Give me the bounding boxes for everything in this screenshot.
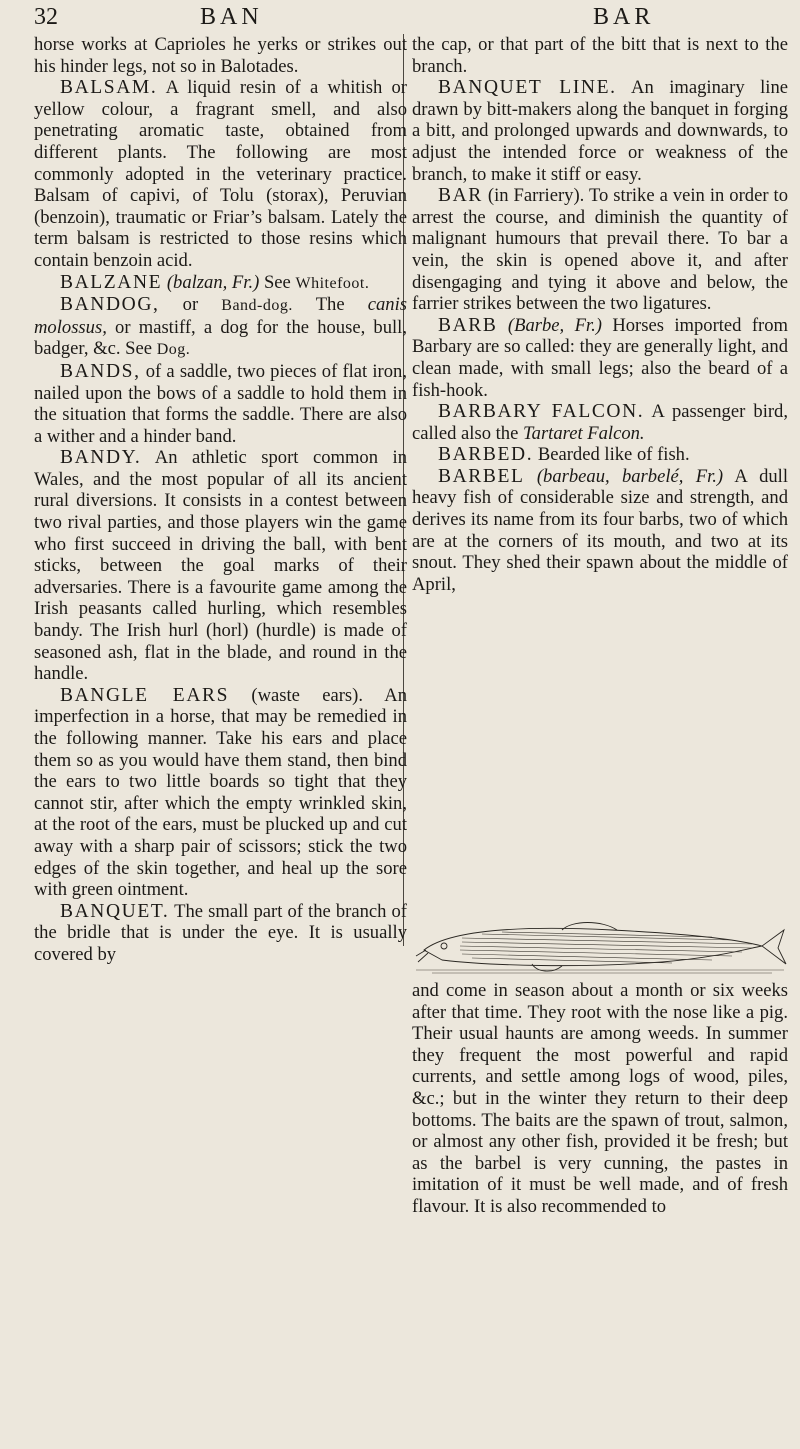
- continuation-text: the cap, or that part of the bitt that is next to the branch.: [412, 34, 788, 77]
- headword: BALSAM.: [60, 77, 158, 99]
- headword: BALZANE: [60, 271, 163, 293]
- entry-barbed: [412, 444, 788, 466]
- headword: BARBARY FALCON.: [438, 401, 645, 423]
- entry-text: (waste ears). An imperfection in a horse, that may be remedied in the following manner. Take his ears and place them so as you would have them stand, then bind the ears to two little boards so tight that they cannot stir, after which the empty wrinkled skin, at the root of the ears, must be plucked up and cut away with a sharp pair of scissors; stick the two edges of the skin together, and heal up the sore with green ointment.: [34, 684, 407, 901]
- entry-bandy: [34, 447, 407, 685]
- barbel-fish-engraving: [412, 920, 788, 976]
- entry-text: A dull heavy fish of considerable size and strength, and derives its name from its four barbs, two of which are at the corners of its mouth, and two at its snout. They shed their spawn about the middle of April,: [412, 465, 789, 595]
- headword: BARBED.: [438, 444, 534, 466]
- entry-text: An imaginary line drawn by bitt-makers along the banquet in forging a bitt, and prolonged upwards and downwards, to adjust the intended force or weakness of the branch, to make it stiff or easy.: [412, 77, 788, 185]
- see-label: See: [263, 271, 291, 293]
- etymology: (balzan, Fr.): [166, 271, 260, 293]
- entry-balsam: [34, 77, 407, 271]
- headword: BANGLE EARS: [60, 684, 230, 706]
- entry-text: A passenger bird, called also the: [412, 401, 788, 444]
- headword: BAR: [438, 185, 483, 207]
- headword: BARB: [438, 314, 498, 336]
- entry-barbel: [412, 466, 788, 596]
- entry-text: The: [315, 294, 345, 316]
- entry-text: Horses imported from Barbary are so called: they are generally light, and clean made, with small legs; also the beard of a fish-hook.: [412, 314, 788, 401]
- headword: BANQUET LINE.: [438, 77, 617, 99]
- running-header: [28, 4, 780, 32]
- latin-name: canis molossus,: [34, 294, 407, 338]
- entry-text: (in Farriery). To strike a vein in order to arrest the course, and diminish the quantity of malignant humours that prevail there. To bar a vein, the skin is opened above it, and after disengaging and tying it above and below, the farrier strikes between the two ligatures.: [412, 185, 788, 315]
- entry-bandog: [34, 294, 407, 361]
- entry-text: The small part of the branch of the bridle that is under the eye. It is usually covered by: [34, 900, 407, 965]
- entry-bar: [412, 185, 788, 315]
- continuation-text: horse works at Caprioles he yerks or strikes out his hinder legs, not so in Balotades.: [34, 34, 407, 77]
- entry-bands: [34, 361, 407, 447]
- etymology: (Barbe, Fr.): [507, 314, 602, 336]
- variant-headword: Band-dog.: [221, 297, 293, 315]
- left-column: [34, 34, 407, 966]
- entry-barbary-falcon: [412, 401, 788, 444]
- left-running-head: BAN: [200, 4, 263, 30]
- right-column: [412, 34, 788, 595]
- entry-banquet: [34, 901, 407, 966]
- entry-text: An athletic sport common in Wales, and the most popular of all its ancient rural diversions. It consists in a contest between two rival parties, and those players win the game who first succeed in driving the ball, with bent sticks, between the goal marks of their adversaries. There is a favourite game among the Irish peasants called hurling, which resembles bandy. The Irish hurl (horl) (hurdle) is made of seasoned ash, flat in the blade, and round in the handle.: [34, 447, 408, 685]
- right-running-head: BAR: [593, 4, 655, 30]
- etymology: (barbeau, barbelé, Fr.): [536, 465, 724, 487]
- cross-reference: Whitefoot.: [295, 274, 370, 292]
- entry-text: or mastiff, a dog for the house, bull, badger, &c.: [34, 316, 407, 360]
- entry-text: A liquid resin of a whitish or yellow colour, a fragrant smell, and also penetrating aromatic taste, obtained from different plants. The following are most commonly adopted in the veterinary practice. Balsam of capivi, of Tolu (storax), Peruvian (benzoin), traumatic or Friar’s balsam. Lately the term balsam is restricted to those resins which contain benzoin acid.: [34, 77, 408, 271]
- see-label: See: [125, 338, 153, 360]
- entry-barb: [412, 315, 788, 401]
- headword: BANQUET.: [60, 900, 170, 922]
- latin-name: Tartaret Falcon.: [523, 422, 645, 444]
- headword: BANDS,: [60, 360, 141, 382]
- entry-balzane: [34, 272, 407, 295]
- cross-reference: Dog.: [156, 341, 191, 359]
- entry-text: Bearded like of fish.: [537, 444, 690, 466]
- headword: BANDY.: [60, 447, 142, 469]
- headword: BANDOG,: [60, 294, 160, 316]
- entry-text: of a saddle, two pieces of flat iron, nailed upon the bows of a saddle to hold them in the situation that forms the saddle. There are also a wither and a hinder band.: [34, 360, 407, 447]
- page-number: 32: [34, 4, 58, 30]
- continuation-text: and come in season about a month or six weeks after that time. They root with the nose like a pig. Their usual haunts are among weeds. In summer they frequent the most powerful and rapid currents, and settle among logs of wood, piles, &c.; but in the winter they return to their deep bottoms. The baits are the spawn of trout, salmon, or almost any other fish, provided it be fresh; but as the barbel is very cunning, the pastes in imitation of it must be well made, and of fresh flavour. It is also recommended to: [412, 980, 788, 1217]
- entry-bangle-ears: [34, 685, 407, 901]
- right-column-continued: [412, 980, 788, 1218]
- headword: BARBEL: [438, 465, 525, 487]
- entry-banquet-line: [412, 77, 788, 185]
- entry-text: or: [182, 294, 199, 316]
